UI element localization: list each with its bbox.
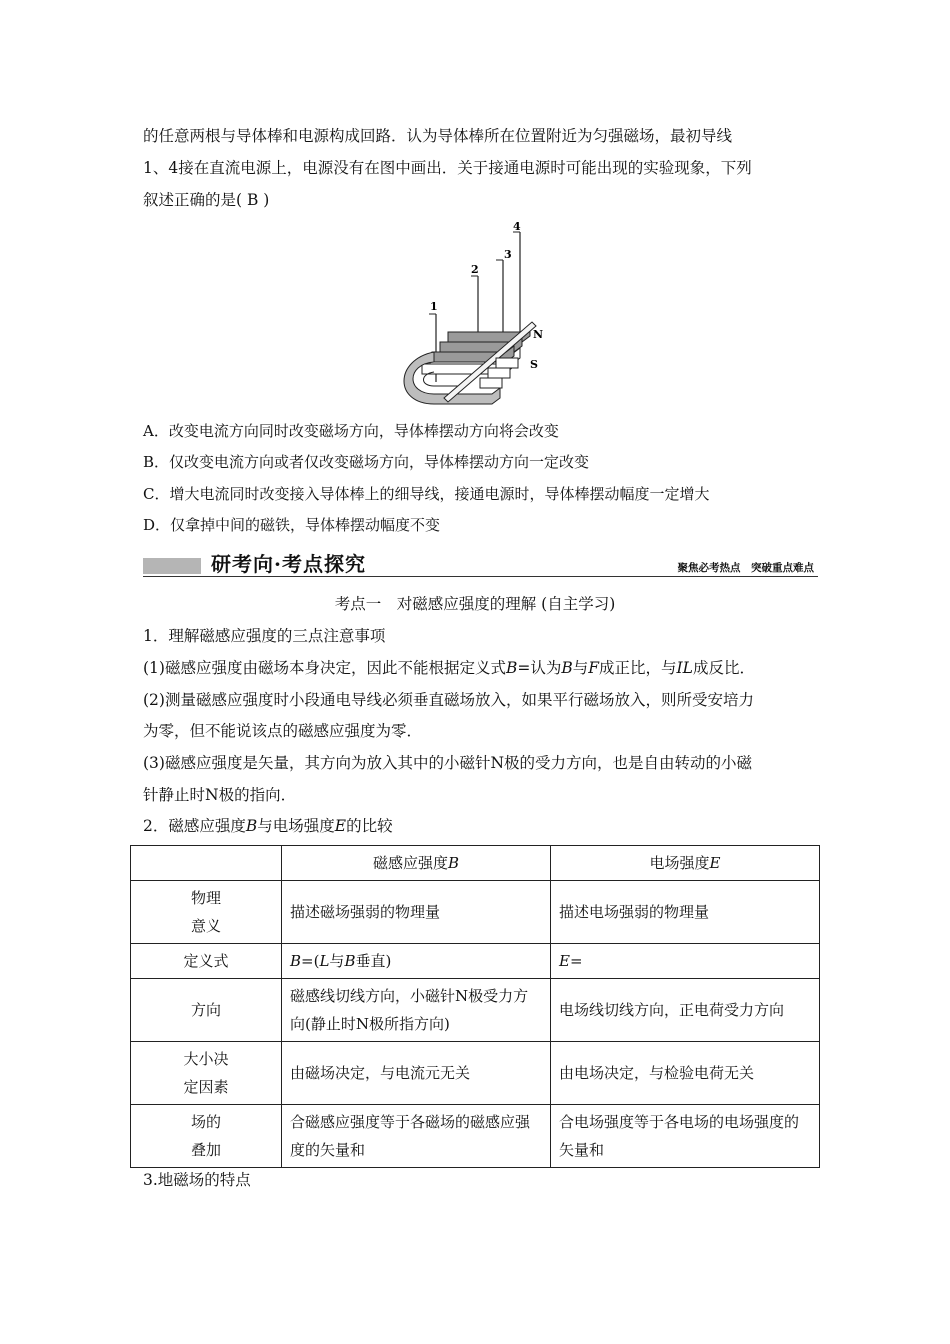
paragraph-2-line-1: (2)测量磁感应强度时小段通电导线必须垂直磁场放入，如果平行磁场放入，则所受安培力 <box>143 691 754 709</box>
option-c: C．增大电流同时改变接入导体棒上的细导线，接通电源时，导体棒摆动幅度一定增大 <box>143 485 710 503</box>
magnet-figure <box>400 222 560 412</box>
heading-1: 1．理解磁感应强度的三点注意事项 <box>143 627 386 645</box>
paragraph-3-line-2: 针静止时N极的指向． <box>143 786 297 804</box>
wire-label-3: 3 <box>504 248 512 261</box>
cell-b: 由磁场决定，与电流元无关 <box>282 1042 551 1105</box>
table-row <box>131 944 820 979</box>
row-label: 大小决 定因素 <box>131 1042 282 1105</box>
table-row <box>131 881 820 944</box>
pole-label-s: S <box>530 358 538 371</box>
magnet-diagram <box>400 222 560 412</box>
intro-line-1: 的任意两根与导体棒和电源构成回路．认为导体棒所在位置附近为匀强磁场，最初导线 <box>143 127 733 145</box>
banner-gray-bar <box>143 558 201 574</box>
table-row <box>131 979 820 1042</box>
banner-title: 研考向·考点探究 <box>211 552 366 576</box>
wire-label-4: 4 <box>513 222 521 233</box>
cell-e: 由电场决定，与检验电荷无关 <box>551 1042 820 1105</box>
table-header-empty <box>131 846 282 881</box>
table-row <box>131 1042 820 1105</box>
option-a: A．改变电流方向同时改变磁场方向，导体棒摆动方向将会改变 <box>143 422 559 440</box>
banner-rule <box>143 576 818 577</box>
paragraph-1: (1)磁感应强度由磁场本身决定，因此不能根据定义式B=认为B与F成正比，与IL成反比． <box>143 659 755 677</box>
intro-line-3: 叙述正确的是( B ) <box>143 191 270 209</box>
table-row <box>131 1105 820 1168</box>
row-label: 物理 意义 <box>131 881 282 944</box>
heading-2: 2．磁感应强度B与电场强度E的比较 <box>143 817 393 835</box>
banner-subtitle: 聚焦必考热点 突破重点难点 <box>677 562 814 574</box>
option-d: D．仅拿掉中间的磁铁，导体棒摆动幅度不变 <box>143 516 441 534</box>
option-b: B．仅改变电流方向或者仅改变磁场方向，导体棒摆动方向一定改变 <box>143 453 590 471</box>
row-label: 定义式 <box>131 944 282 979</box>
cell-b: B=(L与B垂直) <box>282 944 551 979</box>
cell-e: 电场线切线方向，正电荷受力方向 <box>551 979 820 1042</box>
table-header-row <box>131 846 820 881</box>
cell-b: 描述磁场强弱的物理量 <box>282 881 551 944</box>
paragraph-2-line-2: 为零，但不能说该点的磁感应强度为零． <box>143 722 423 740</box>
cell-e: 描述电场强弱的物理量 <box>551 881 820 944</box>
cell-e: E= <box>551 944 820 979</box>
heading-3: 3.地磁场的特点 <box>143 1171 251 1189</box>
cell-e: 合电场强度等于各电场的电场强度的矢量和 <box>551 1105 820 1168</box>
cell-b: 磁感线切线方向，小磁针N极受力方向(静止时N极所指方向) <box>282 979 551 1042</box>
wire-label-2: 2 <box>471 263 479 276</box>
row-label: 方向 <box>131 979 282 1042</box>
intro-line-2: 1、4接在直流电源上，电源没有在图中画出．关于接通电源时可能出现的实验现象，下列 <box>143 159 752 177</box>
wire-label-1: 1 <box>430 300 438 313</box>
cell-b: 合磁感应强度等于各磁场的磁感应强度的矢量和 <box>282 1105 551 1168</box>
row-label: 场的 叠加 <box>131 1105 282 1168</box>
section-banner <box>143 552 818 578</box>
table-header-e: 电场强度E <box>551 846 820 881</box>
table-header-b: 磁感应强度B <box>282 846 551 881</box>
comparison-table <box>130 845 820 1168</box>
pole-label-n: N <box>533 328 544 341</box>
section-title: 考点一 对磁感应强度的理解 (自主学习) <box>334 595 616 613</box>
paragraph-3-line-1: (3)磁感应强度是矢量，其方向为放入其中的小磁针N极的受力方向，也是自由转动的小磁 <box>143 754 753 772</box>
